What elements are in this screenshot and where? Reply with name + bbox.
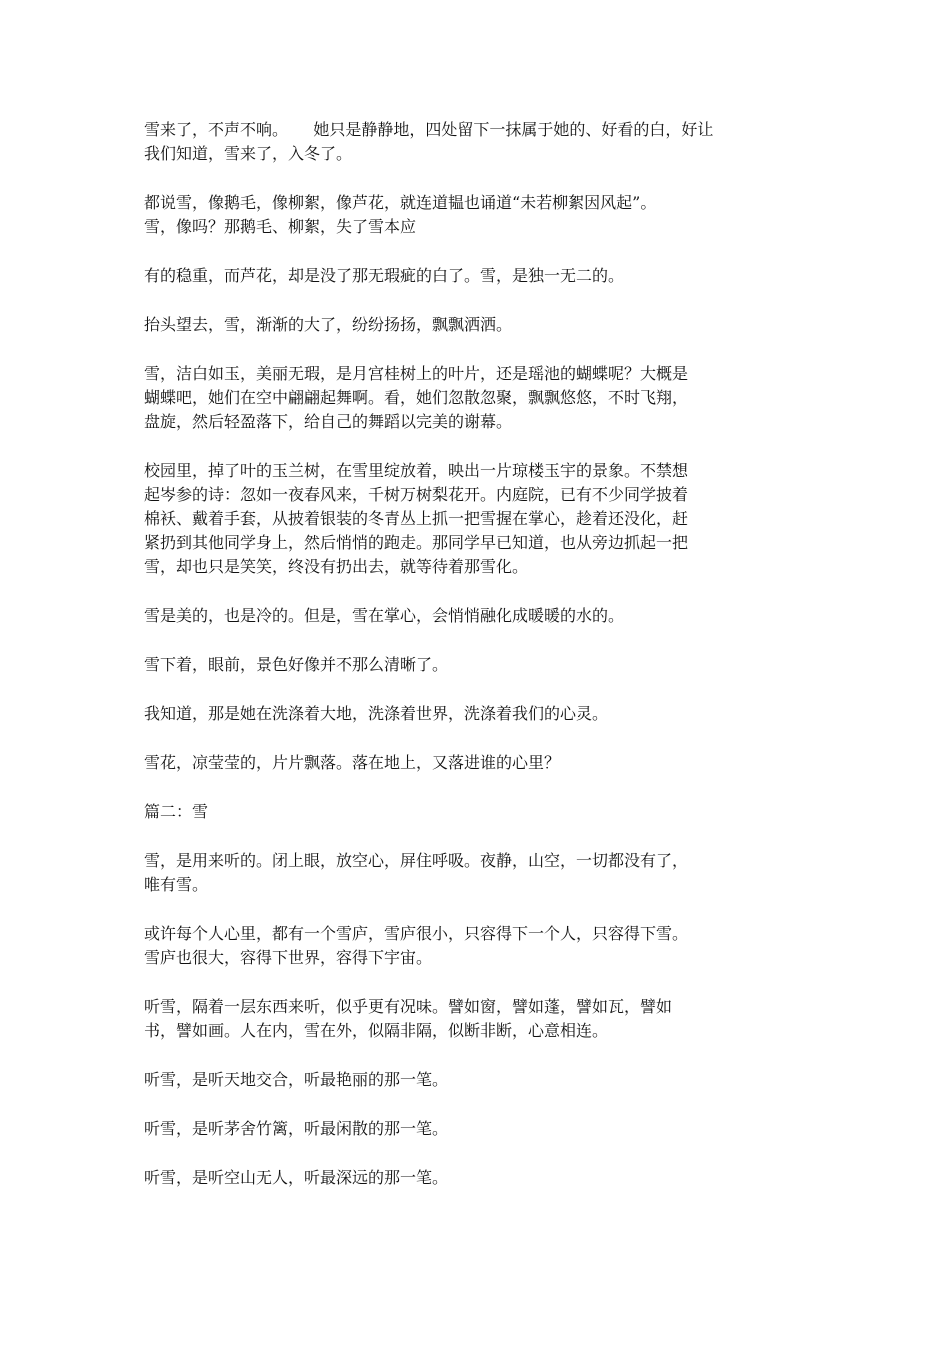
paragraph-line: 篇二：雪 xyxy=(144,802,209,821)
paragraph-line: 或许每个人心里，都有一个雪庐，雪庐很小，只容得下一个人，只容得下雪。 xyxy=(144,924,689,943)
paragraph-line: 我们知道，雪来了，入冬了。 xyxy=(144,144,353,163)
paragraph-line: 棉袄、戴着手套，从披着银装的冬青丛上抓一把雪握在掌心，趁着还没化，赶 xyxy=(144,509,689,528)
paragraph-line: 雪下着，眼前，景色好像并不那么清晰了。 xyxy=(144,655,449,674)
paragraph xyxy=(144,995,780,1043)
paragraph xyxy=(144,1068,780,1092)
paragraph-line: 校园里，掉了叶的玉兰树，在雪里绽放着，映出一片琼楼玉宇的景象。不禁想 xyxy=(144,461,689,480)
paragraph-line: 听雪，是听天地交合，听最艳丽的那一笔。 xyxy=(144,1070,449,1089)
paragraph-line: 雪花，凉莹莹的，片片飘落。落在地上，又落进谁的心里？ xyxy=(144,753,561,772)
paragraph-line: 雪，像吗？那鹅毛、柳絮，失了雪本应 xyxy=(144,217,417,236)
paragraph xyxy=(144,118,780,166)
paragraph-line: 雪庐也很大，容得下世界，容得下宇宙。 xyxy=(144,948,433,967)
paragraph-line: 起岑参的诗：忽如一夜春风来，千树万树梨花开。内庭院，已有不少同学披着 xyxy=(144,485,689,504)
paragraph-line: 听雪，是听空山无人，听最深远的那一笔。 xyxy=(144,1168,449,1187)
paragraph-line: 雪，洁白如玉，美丽无瑕，是月宫桂树上的叶片，还是瑶池的蝴蝶呢？大概是 xyxy=(144,364,689,383)
paragraph-line: 听雪，是听茅舍竹篱，听最闲散的那一笔。 xyxy=(144,1119,449,1138)
paragraph-line: 雪，却也只是笑笑，终没有扔出去，就等待着那雪化。 xyxy=(144,557,529,576)
paragraph xyxy=(144,264,780,288)
paragraph xyxy=(144,653,780,677)
paragraph-line: 书，譬如画。人在内，雪在外，似隔非隔，似断非断，心意相连。 xyxy=(144,1021,609,1040)
paragraph-line: 雪来了，不声不响。 她只是静静地，四处留下一抹属于她的、好看的白，好让 xyxy=(144,120,714,139)
paragraph-line: 抬头望去，雪，渐渐的大了，纷纷扬扬，飘飘洒洒。 xyxy=(144,315,513,334)
paragraph xyxy=(144,800,780,824)
paragraph xyxy=(144,922,780,970)
paragraph-line: 雪是美的，也是冷的。但是，雪在掌心，会悄悄融化成暖暖的水的。 xyxy=(144,606,625,625)
paragraph-line: 紧扔到其他同学身上，然后悄悄的跑走。那同学早已知道，也从旁边抓起一把 xyxy=(144,533,689,552)
paragraph xyxy=(144,1117,780,1141)
paragraph-line: 蝴蝶吧，她们在空中翩翩起舞啊。看，她们忽散忽聚，飘飘悠悠，不时飞翔， xyxy=(144,388,689,407)
paragraph xyxy=(144,751,780,775)
paragraph xyxy=(144,313,780,337)
document-body xyxy=(144,118,780,1215)
paragraph-line: 雪，是用来听的。闭上眼，放空心，屏住呼吸。夜静，山空，一切都没有了， xyxy=(144,851,689,870)
paragraph xyxy=(144,604,780,628)
paragraph xyxy=(144,1166,780,1190)
paragraph-line: 盘旋，然后轻盈落下，给自己的舞蹈以完美的谢幕。 xyxy=(144,412,513,431)
paragraph-line: 听雪，隔着一层东西来听，似乎更有况味。譬如窗，譬如蓬，譬如瓦，譬如 xyxy=(144,997,673,1016)
paragraph xyxy=(144,459,780,579)
paragraph-line: 我知道，那是她在洗涤着大地，洗涤着世界，洗涤着我们的心灵。 xyxy=(144,704,609,723)
paragraph-line: 唯有雪。 xyxy=(144,875,209,894)
paragraph xyxy=(144,849,780,897)
paragraph xyxy=(144,702,780,726)
paragraph xyxy=(144,191,780,239)
paragraph xyxy=(144,362,780,434)
paragraph-line: 有的稳重，而芦花，却是没了那无瑕疵的白了。雪，是独一无二的。 xyxy=(144,266,625,285)
paragraph-line: 都说雪，像鹅毛，像柳絮，像芦花，就连道韫也诵道“未若柳絮因风起”。 xyxy=(144,193,657,212)
